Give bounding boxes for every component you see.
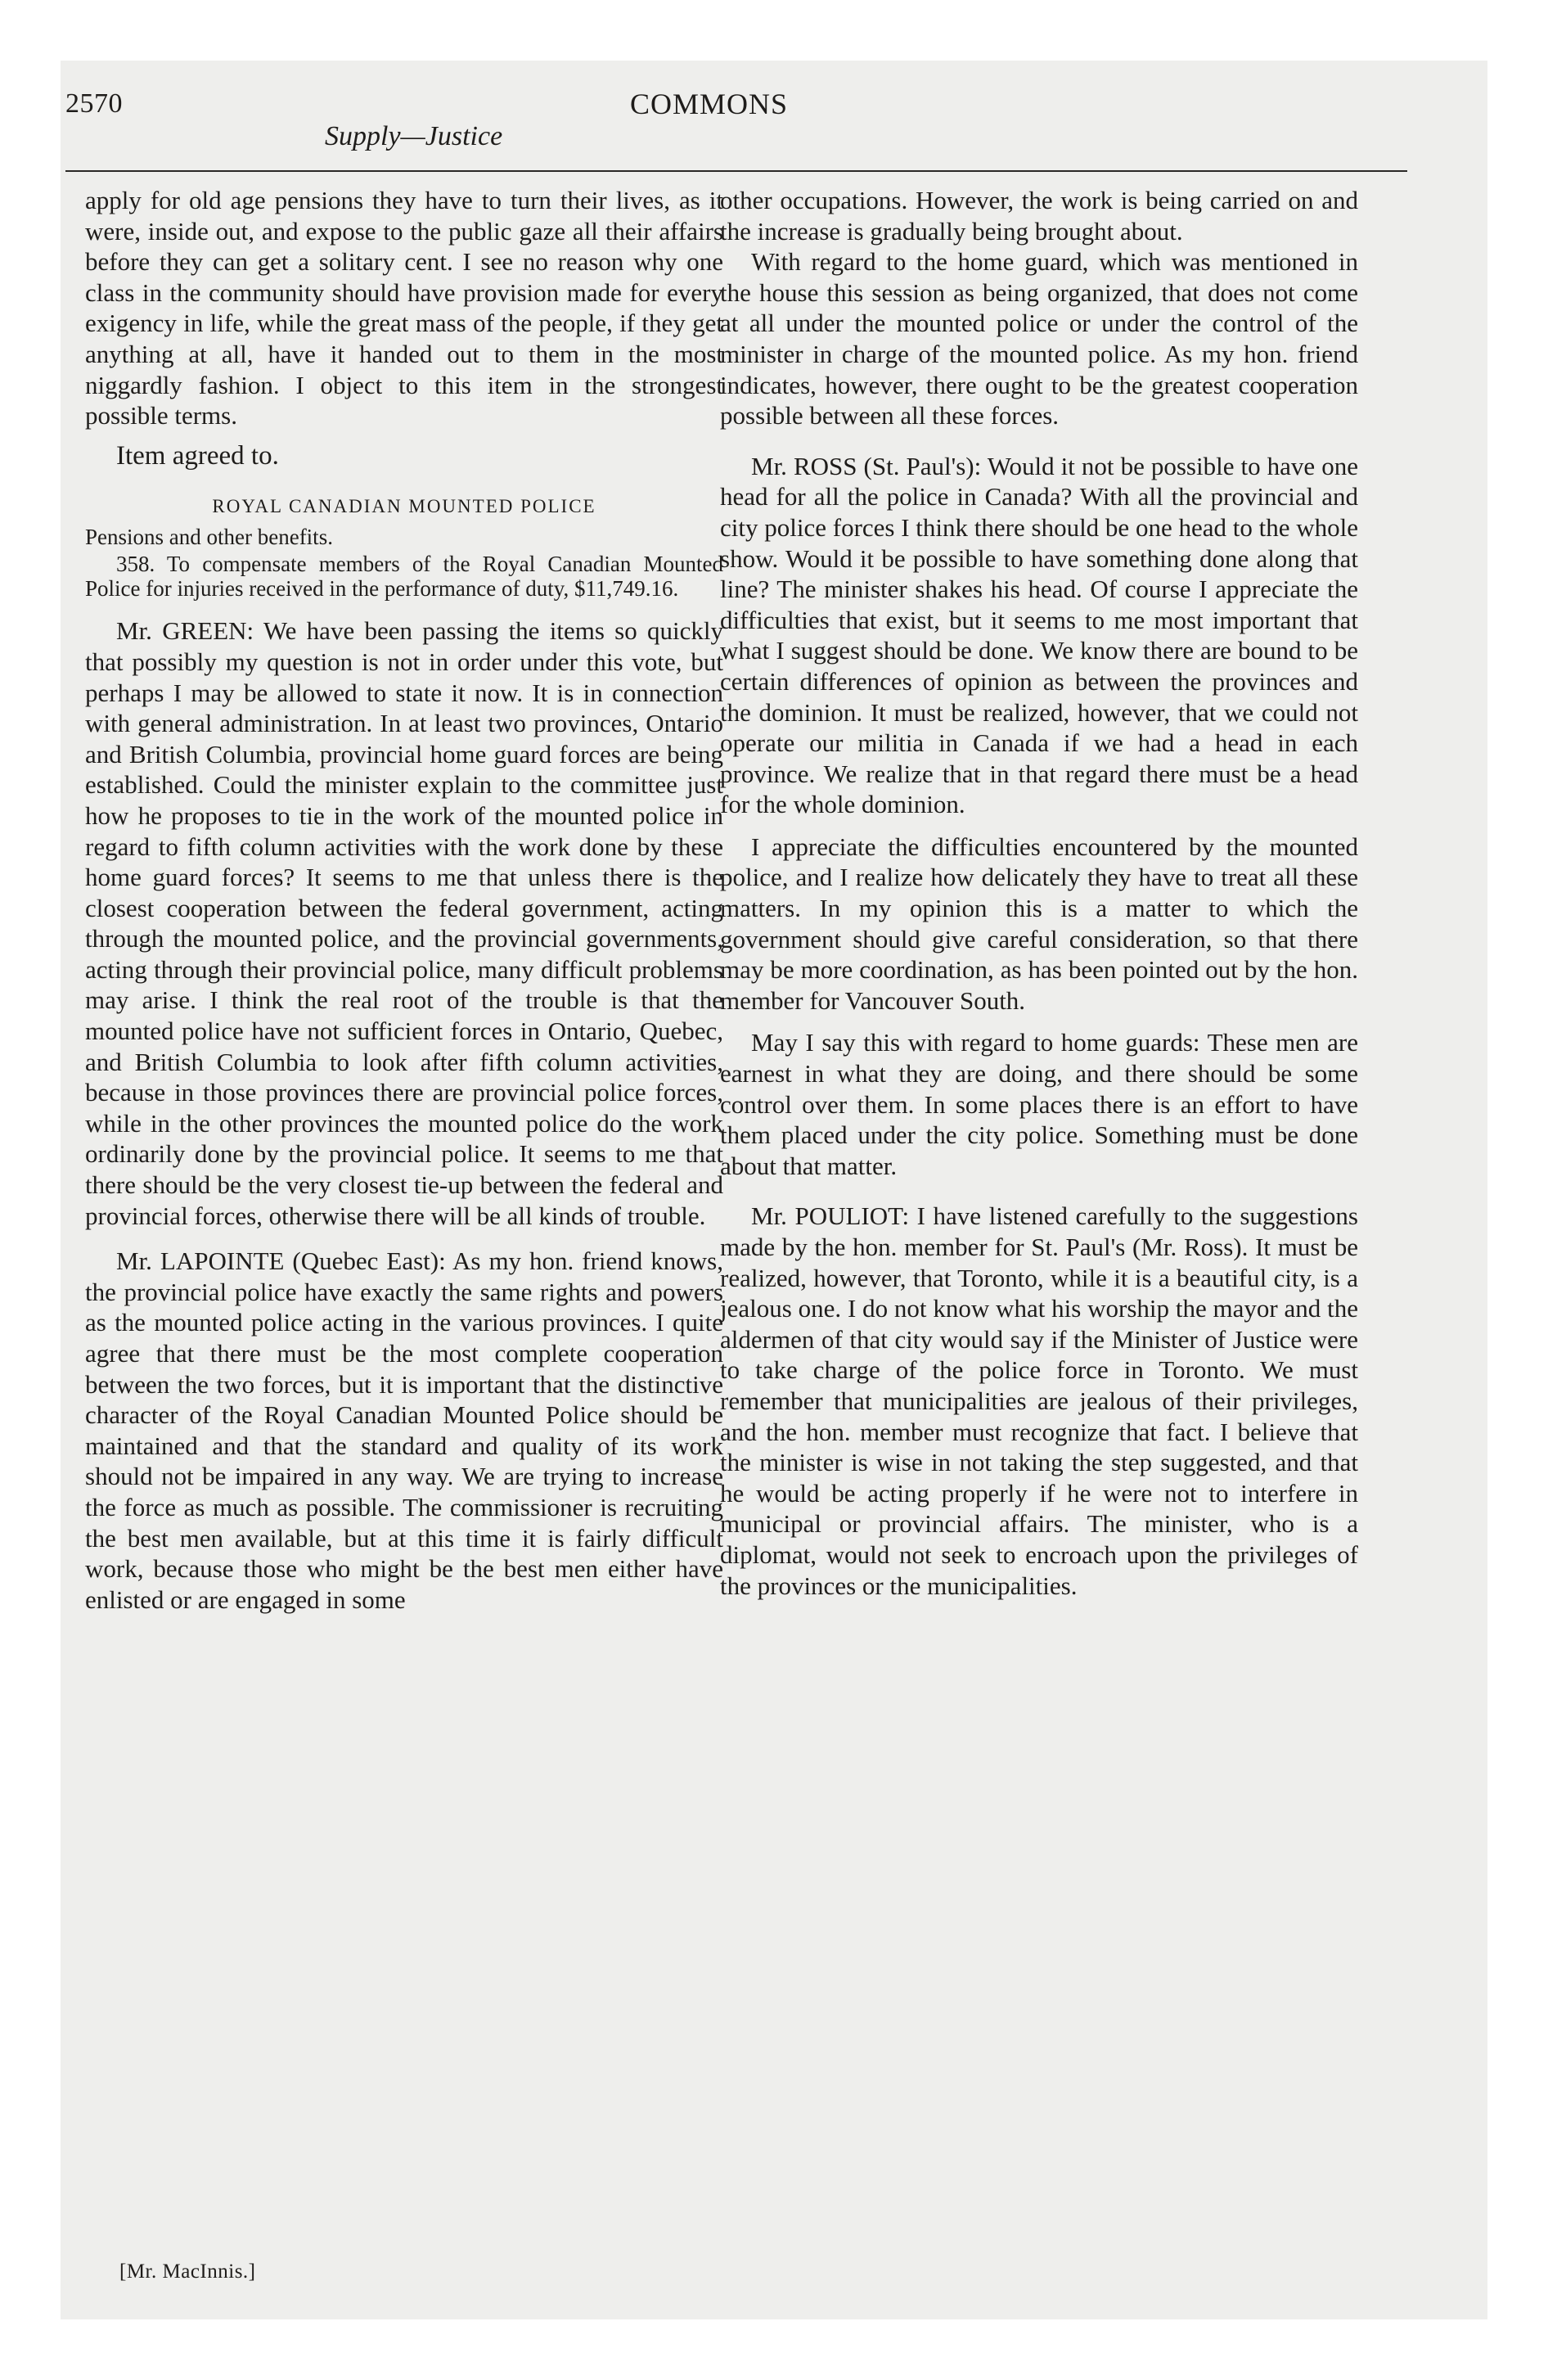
page-number: 2570 — [65, 88, 123, 119]
vote-text: 358. To compensate members of the Royal Canadian Mounted Police for injuries received in the performance of duty, $11,749.16. — [85, 552, 723, 602]
speech-pouliot: Mr. POULIOT: I have listened carefully to the suggestions made by the hon. member for St. Paul's (Mr. Ross). It must be realized, however, that Toronto, while it is a beautiful city, is a jealous one. I do not know what his worship the mayor and the aldermen of that city would say if the Minister of Justice were to take charge of the police force in Toronto. We must remember that municipalities are jealous of their privileges, and the hon. member must recognize that fact. I believe that the minister is wise in not taking the step suggested, and that he would be acting properly if he were not to interfere in municipal or provincial affairs. The minister, who is a diplomat, would not seek to encroach upon the privileges of the provinces or the municipalities. — [720, 1201, 1358, 1600]
paragraph: May I say this with regard to home guards: These men are earnest in what they are doing, and there should be some control over them. In some places there is an effort to have them placed under the city police. Something must be done about that matter. — [720, 1028, 1358, 1180]
speech-ross: Mr. ROSS (St. Paul's): Would it not be possible to have one head for all the police in Canada? With all the provincial and city police forces I think there should be one head to the whole show. Would it be possible to have something done along that line? The minister shakes his head. Of course I appreciate the difficulties that exist, but it seems to me most important that what I suggest should be done. We know there are bound to be certain differences of opinion as between the provinces and the dominion. It must be realized, however, that we could not operate our militia in Canada if we had a head in each province. We realize that in that regard there must be a head for the whole dominion. — [720, 451, 1358, 819]
item-agreed: Item agreed to. — [116, 440, 279, 471]
running-head: COMMONS — [630, 88, 789, 120]
left-column — [85, 185, 723, 1615]
section-heading: Supply—Justice — [325, 121, 503, 151]
speech-lapointe: Mr. LAPOINTE (Quebec East): As my hon. friend knows, the provincial police have exactly the same rights and powers as the mounted police acting in the various provinces. I quite agree that there must be the most complete cooperation between the two forces, but it is important that the distinctive character of the Royal Canadian Mounted Police should be maintained and that the standard and quality of its work should not be impaired in any way. We are trying to increase the force as much as possible. The commissioner is recruiting the best men available, but at this time it is fairly difficult work, because those who might be the best men either have enlisted or are engaged in some — [85, 1246, 723, 1614]
paragraph: With regard to the home guard, which was mentioned in the house this session as being organized, that does not come at all under the mounted police or under the control of the minister in charge of the mounted police. As my hon. friend indicates, however, there ought to be the greatest cooperation possible between all these forces. — [720, 247, 1358, 430]
vote-title: Pensions and other benefits. — [85, 525, 333, 550]
paragraph: other occupations. However, the work is being carried on and the increase is gradually being brought about. — [720, 186, 1358, 246]
paragraph: I appreciate the difficulties encountered by the mounted police, and I realize how delicately they have to treat all these matters. In my opinion this is a matter to which the government should give careful consideration, so that there may be more coordination, as has been pointed out by the hon. member for Vancouver South. — [720, 832, 1358, 1015]
header-rule — [65, 170, 1407, 172]
vote-heading: ROYAL CANADIAN MOUNTED POLICE — [212, 496, 596, 517]
footer-credit: [Mr. MacInnis.] — [119, 2261, 256, 2283]
right-column — [720, 185, 1358, 1601]
speech-green: Mr. GREEN: We have been passing the items so quickly that possibly my question is not in order under this vote, but perhaps I may be allowed to state it now. It is in connection with general administration. In at least two provinces, Ontario and British Columbia, provincial home guard forces are being established. Could the minister explain to the committee just how he proposes to tie in the work of the mounted police in regard to fifth column activities with the work done by these home guard forces? It seems to me that unless there is the closest cooperation between the federal government, acting through the mounted police, and the provincial governments, acting through their provincial police, many difficult problems may arise. I think the real root of the trouble is that the mounted police have not sufficient forces in Ontario, Quebec, and British Columbia to look after fifth column activities, because in those provinces there are provincial police forces, while in the other provinces the mounted police do the work ordinarily done by the provincial police. It seems to me that there should be the very closest tie-up between the federal and provincial forces, otherwise there will be all kinds of trouble. — [85, 616, 723, 1230]
paragraph: apply for old age pensions they have to turn their lives, as it were, inside out, and expose to the public gaze all their affairs before they can get a solitary cent. I see no reason why one class in the community should have provision made for every exigency in life, while the great mass of the people, if they get anything at all, have it handed out to them in the most niggardly fashion. I object to this item in the strongest possible terms. — [85, 186, 723, 430]
